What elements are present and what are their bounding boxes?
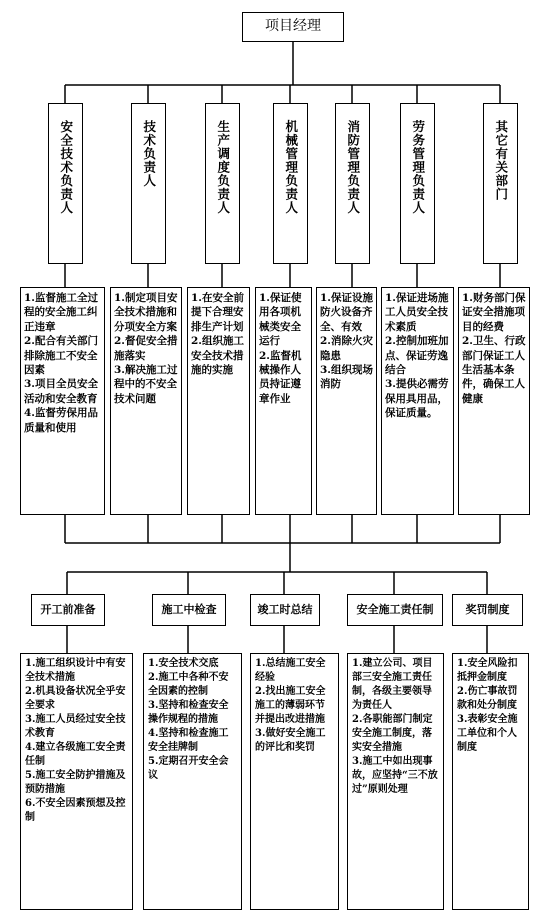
task-item: 2.机具设备状况全乎安全要求 xyxy=(25,686,126,711)
duty-item: 2.督促安全措施落实 xyxy=(114,335,178,362)
task-box-in-progress xyxy=(143,653,242,910)
role-label: 其它有关部门 xyxy=(493,120,509,201)
task-box-rewards xyxy=(452,653,529,910)
role-box-labor xyxy=(400,103,435,264)
role-box-production xyxy=(205,103,240,264)
task-box-completion xyxy=(250,653,339,910)
role-box-safety-tech xyxy=(48,103,83,264)
duty-item: 1.保证使用各项机械类安全运行 xyxy=(259,292,302,348)
phase-header-rewards: 奖罚制度 xyxy=(452,594,523,626)
duty-item: 1.保证进场施工人员安全技术素质 xyxy=(385,292,449,333)
task-item: 3.坚持和检查安全操作规程的措施 xyxy=(148,700,229,725)
duty-box-production xyxy=(187,287,250,515)
role-box-machinery xyxy=(273,103,308,264)
task-item: 5.定期召开安全会议 xyxy=(148,756,229,781)
task-item: 1.施工组织设计中有安全技术措施 xyxy=(25,658,126,683)
task-item: 4.建立各级施工安全责任制 xyxy=(25,742,126,767)
duty-item: 2.消除火灾隐患 xyxy=(320,335,373,362)
duty-box-other-dept xyxy=(458,287,530,515)
duty-box-machinery xyxy=(255,287,312,515)
duty-item: 3.解决施工过程中的不安全技术问题 xyxy=(114,364,178,405)
task-item: 4.坚持和检查施工安全挂牌制 xyxy=(148,728,229,753)
duty-item: 3.组织现场消防 xyxy=(320,364,373,391)
task-item: 3.做好安全施工的评比和奖罚 xyxy=(255,728,326,753)
phase-header-in-progress: 施工中检查 xyxy=(152,594,226,626)
duty-item: 2.控制加班加点、保证劳逸结合 xyxy=(385,335,449,377)
role-label: 机械管理负责人 xyxy=(283,120,299,215)
task-box-responsibility xyxy=(347,653,444,910)
role-label: 消防管理负责人 xyxy=(345,120,361,215)
duty-item: 2.卫生、行政部门保证工人生活基本条件，确保工人健康 xyxy=(462,335,526,405)
duty-box-technical xyxy=(110,287,182,515)
task-box-pre-start xyxy=(20,653,133,910)
role-box-other-dept xyxy=(483,103,518,264)
task-item: 1.建立公司、项目部三安全施工责任制，各级主要领导为责任人 xyxy=(352,658,433,711)
task-item: 2.伤亡事故罚款和处分制度 xyxy=(457,686,518,711)
duty-item: 4.监督劳保用品质量和使用 xyxy=(24,407,98,434)
phase-header-pre-start: 开工前准备 xyxy=(31,594,105,626)
task-item: 2.各职能部门制定安全施工制度，落实安全措施 xyxy=(352,714,433,753)
duty-item: 1.监督施工全过程的安全施工纠正违章 xyxy=(24,292,98,333)
role-label: 生产调度负责人 xyxy=(215,120,231,215)
duty-box-safety-tech xyxy=(20,287,105,515)
task-item: 2.找出施工安全施工的薄弱环节并提出改进措施 xyxy=(255,686,326,725)
task-item: 1.安全技术交底 xyxy=(148,658,219,669)
task-item: 5.施工安全防护措施及预防措施 xyxy=(25,770,126,795)
task-item: 6.不安全因素预想及控制 xyxy=(25,798,126,823)
role-box-fire xyxy=(335,103,370,264)
duty-item: 2.监督机械操作人员持证遵章作业 xyxy=(259,349,302,405)
task-item: 3.施工人员经过安全技术教育 xyxy=(25,714,126,739)
duty-item: 1.保证设施防火设备齐全、有效 xyxy=(320,292,373,333)
task-item: 3.施工中如出现事故，应坚持“三不放过”原则处理 xyxy=(352,756,438,795)
role-box-technical xyxy=(131,103,166,264)
duty-box-labor xyxy=(381,287,454,515)
duty-item: 3.提供必需劳保用具用品，保证质量。 xyxy=(385,378,449,420)
role-label: 安全技术负责人 xyxy=(58,120,74,215)
task-item: 2.施工中各种不安全因素的控制 xyxy=(148,672,229,697)
role-label: 技术负责人 xyxy=(141,120,157,188)
task-item: 1.总结施工安全经验 xyxy=(255,658,326,683)
duty-item: 1.在安全前提下合理安排生产计划 xyxy=(191,292,244,333)
task-item: 1.安全风险扣抵押金制度 xyxy=(457,658,518,683)
duty-box-fire xyxy=(316,287,377,515)
duty-item: 2.配合有关部门排除施工不安全因素 xyxy=(24,335,98,377)
duty-item: 1.制定项目安全技术措施和分项安全方案 xyxy=(114,292,178,333)
phase-header-completion: 竣工时总结 xyxy=(250,594,320,626)
duty-item: 2.组织施工安全技术措施的实施 xyxy=(191,335,244,377)
duty-item: 3.项目全员安全活动和安全教育 xyxy=(24,378,98,405)
duty-item: 1.财务部门保证安全措施项目的经费 xyxy=(462,292,526,333)
project-manager-box: 项目经理 xyxy=(242,12,344,42)
task-item: 3.表彰安全施工单位和个人制度 xyxy=(457,714,518,753)
role-label: 劳务管理负责人 xyxy=(410,120,426,215)
phase-header-responsibility: 安全施工责任制 xyxy=(347,594,443,626)
